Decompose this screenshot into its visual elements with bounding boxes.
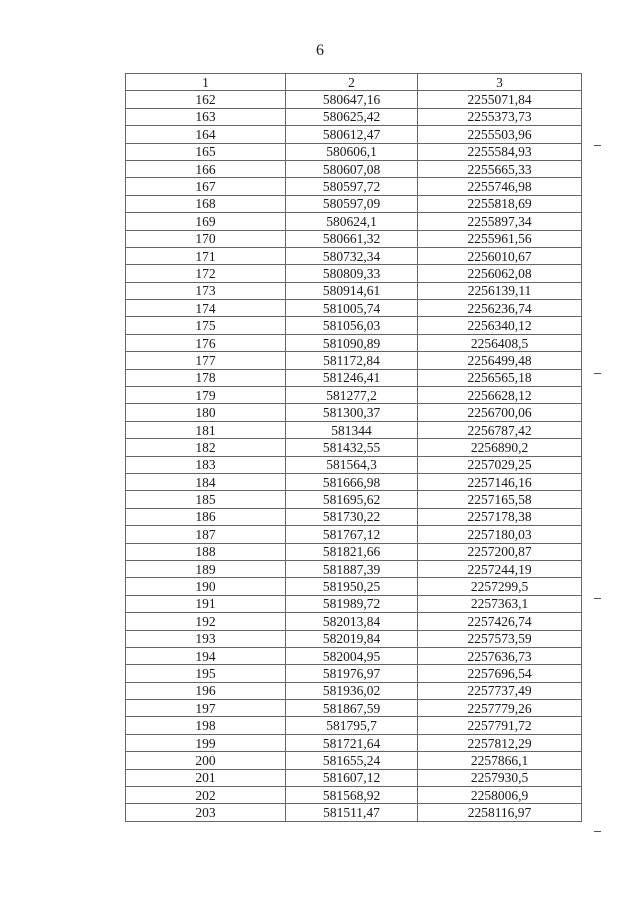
point-number-cell: 170	[126, 230, 286, 247]
table-row	[126, 769, 582, 786]
x-coordinate-cell: 581950,25	[286, 578, 418, 595]
x-coordinate-cell: 581511,47	[286, 804, 418, 821]
table-row	[126, 560, 582, 577]
table-row	[126, 717, 582, 734]
y-coordinate-cell: 2255503,96	[418, 126, 582, 143]
table-row	[126, 595, 582, 612]
table-row	[126, 334, 582, 351]
point-number-cell: 184	[126, 473, 286, 490]
x-coordinate-cell: 580625,42	[286, 108, 418, 125]
y-coordinate-cell: 2257200,87	[418, 543, 582, 560]
table-row	[126, 456, 582, 473]
y-coordinate-cell: 2257299,5	[418, 578, 582, 595]
point-number-cell: 195	[126, 665, 286, 682]
table-row	[126, 91, 582, 108]
point-number-cell: 199	[126, 734, 286, 751]
x-coordinate-cell: 580732,34	[286, 247, 418, 264]
point-number-cell: 189	[126, 560, 286, 577]
point-number-cell: 198	[126, 717, 286, 734]
x-coordinate-cell: 582004,95	[286, 647, 418, 664]
y-coordinate-cell: 2255897,34	[418, 213, 582, 230]
table-row	[126, 543, 582, 560]
x-coordinate-cell: 581607,12	[286, 769, 418, 786]
point-number-cell: 187	[126, 526, 286, 543]
x-coordinate-cell: 580624,1	[286, 213, 418, 230]
table-row	[126, 508, 582, 525]
page-number: 6	[316, 42, 324, 59]
x-coordinate-cell: 581300,37	[286, 404, 418, 421]
point-number-cell: 191	[126, 595, 286, 612]
x-coordinate-cell: 581795,7	[286, 717, 418, 734]
table-row	[126, 317, 582, 334]
x-coordinate-cell: 581246,41	[286, 369, 418, 386]
x-coordinate-cell: 580612,47	[286, 126, 418, 143]
y-coordinate-cell: 2256139,11	[418, 282, 582, 299]
point-number-cell: 196	[126, 682, 286, 699]
x-coordinate-cell: 582013,84	[286, 613, 418, 630]
x-coordinate-cell: 581976,97	[286, 665, 418, 682]
table-row	[126, 143, 582, 160]
table-row	[126, 734, 582, 751]
point-number-cell: 180	[126, 404, 286, 421]
y-coordinate-cell: 2255071,84	[418, 91, 582, 108]
point-number-cell: 197	[126, 700, 286, 717]
table-row	[126, 247, 582, 264]
y-coordinate-cell: 2256408,5	[418, 334, 582, 351]
point-number-cell: 192	[126, 613, 286, 630]
point-number-cell: 171	[126, 247, 286, 264]
y-coordinate-cell: 2256700,06	[418, 404, 582, 421]
coordinates-table	[125, 73, 582, 822]
x-coordinate-cell: 580661,32	[286, 230, 418, 247]
y-coordinate-cell: 2256628,12	[418, 387, 582, 404]
point-number-cell: 172	[126, 265, 286, 282]
margin-mark	[594, 598, 601, 599]
point-number-cell: 173	[126, 282, 286, 299]
y-coordinate-cell: 2256236,74	[418, 300, 582, 317]
x-coordinate-cell: 580597,09	[286, 195, 418, 212]
y-coordinate-cell: 2257812,29	[418, 734, 582, 751]
x-coordinate-cell: 581867,59	[286, 700, 418, 717]
x-coordinate-cell: 581564,3	[286, 456, 418, 473]
x-coordinate-cell: 581172,84	[286, 352, 418, 369]
y-coordinate-cell: 2257029,25	[418, 456, 582, 473]
table-row	[126, 108, 582, 125]
y-coordinate-cell: 2257180,03	[418, 526, 582, 543]
x-coordinate-cell: 581666,98	[286, 473, 418, 490]
point-number-cell: 188	[126, 543, 286, 560]
x-coordinate-cell: 581056,03	[286, 317, 418, 334]
y-coordinate-cell: 2257636,73	[418, 647, 582, 664]
x-coordinate-cell: 581989,72	[286, 595, 418, 612]
point-number-cell: 186	[126, 508, 286, 525]
x-coordinate-cell: 581936,02	[286, 682, 418, 699]
y-coordinate-cell: 2256010,67	[418, 247, 582, 264]
table-row	[126, 787, 582, 804]
y-coordinate-cell: 2257363,1	[418, 595, 582, 612]
point-number-cell: 193	[126, 630, 286, 647]
table-row	[126, 404, 582, 421]
point-number-cell: 183	[126, 456, 286, 473]
y-coordinate-cell: 2258006,9	[418, 787, 582, 804]
point-number-cell: 175	[126, 317, 286, 334]
table-header-row	[126, 74, 582, 91]
point-number-cell: 167	[126, 178, 286, 195]
y-coordinate-cell: 2256890,2	[418, 439, 582, 456]
x-coordinate-cell: 582019,84	[286, 630, 418, 647]
point-number-cell: 166	[126, 160, 286, 177]
y-coordinate-cell: 2255584,93	[418, 143, 582, 160]
x-coordinate-cell: 580647,16	[286, 91, 418, 108]
x-coordinate-cell: 580607,08	[286, 160, 418, 177]
point-number-cell: 200	[126, 752, 286, 769]
y-coordinate-cell: 2256340,12	[418, 317, 582, 334]
y-coordinate-cell: 2257737,49	[418, 682, 582, 699]
table-row	[126, 804, 582, 821]
point-number-cell: 182	[126, 439, 286, 456]
point-number-cell: 162	[126, 91, 286, 108]
table-row	[126, 700, 582, 717]
table-row	[126, 265, 582, 282]
y-coordinate-cell: 2257178,38	[418, 508, 582, 525]
point-number-cell: 168	[126, 195, 286, 212]
table-row	[126, 439, 582, 456]
point-number-cell: 179	[126, 387, 286, 404]
point-number-cell: 163	[126, 108, 286, 125]
column-header-point: 1	[126, 74, 286, 91]
y-coordinate-cell: 2255665,33	[418, 160, 582, 177]
x-coordinate-cell: 581432,55	[286, 439, 418, 456]
y-coordinate-cell: 2255373,73	[418, 108, 582, 125]
y-coordinate-cell: 2256565,18	[418, 369, 582, 386]
y-coordinate-cell: 2257791,72	[418, 717, 582, 734]
x-coordinate-cell: 580809,33	[286, 265, 418, 282]
x-coordinate-cell: 581568,92	[286, 787, 418, 804]
margin-mark	[594, 831, 601, 832]
table-row	[126, 665, 582, 682]
x-coordinate-cell: 581721,64	[286, 734, 418, 751]
x-coordinate-cell: 581730,22	[286, 508, 418, 525]
table-row	[126, 752, 582, 769]
table-row	[126, 613, 582, 630]
point-number-cell: 201	[126, 769, 286, 786]
point-number-cell: 176	[126, 334, 286, 351]
y-coordinate-cell: 2257165,58	[418, 491, 582, 508]
column-header-y: 3	[418, 74, 582, 91]
y-coordinate-cell: 2257779,26	[418, 700, 582, 717]
table-body	[126, 91, 582, 821]
point-number-cell: 194	[126, 647, 286, 664]
table-row	[126, 630, 582, 647]
table-row	[126, 195, 582, 212]
y-coordinate-cell: 2255746,98	[418, 178, 582, 195]
table-row	[126, 300, 582, 317]
point-number-cell: 203	[126, 804, 286, 821]
point-number-cell: 181	[126, 421, 286, 438]
y-coordinate-cell: 2258116,97	[418, 804, 582, 821]
y-coordinate-cell: 2257930,5	[418, 769, 582, 786]
y-coordinate-cell: 2256787,42	[418, 421, 582, 438]
point-number-cell: 185	[126, 491, 286, 508]
table-row	[126, 387, 582, 404]
x-coordinate-cell: 580914,61	[286, 282, 418, 299]
table-row	[126, 160, 582, 177]
point-number-cell: 190	[126, 578, 286, 595]
point-number-cell: 202	[126, 787, 286, 804]
point-number-cell: 177	[126, 352, 286, 369]
x-coordinate-cell: 581277,2	[286, 387, 418, 404]
table-row	[126, 352, 582, 369]
table-row	[126, 526, 582, 543]
x-coordinate-cell: 581344	[286, 421, 418, 438]
y-coordinate-cell: 2257146,16	[418, 473, 582, 490]
point-number-cell: 169	[126, 213, 286, 230]
table-row	[126, 473, 582, 490]
point-number-cell: 174	[126, 300, 286, 317]
margin-mark	[594, 145, 601, 146]
table-row	[126, 578, 582, 595]
table-row	[126, 682, 582, 699]
x-coordinate-cell: 581821,66	[286, 543, 418, 560]
y-coordinate-cell: 2257573,59	[418, 630, 582, 647]
point-number-cell: 165	[126, 143, 286, 160]
x-coordinate-cell: 581695,62	[286, 491, 418, 508]
table-row	[126, 369, 582, 386]
y-coordinate-cell: 2255818,69	[418, 195, 582, 212]
x-coordinate-cell: 581887,39	[286, 560, 418, 577]
table-row	[126, 126, 582, 143]
y-coordinate-cell: 2257696,54	[418, 665, 582, 682]
table-row	[126, 647, 582, 664]
y-coordinate-cell: 2256499,48	[418, 352, 582, 369]
table-row	[126, 491, 582, 508]
y-coordinate-cell: 2256062,08	[418, 265, 582, 282]
x-coordinate-cell: 581767,12	[286, 526, 418, 543]
table-row	[126, 421, 582, 438]
column-header-x: 2	[286, 74, 418, 91]
margin-mark	[594, 373, 601, 374]
point-number-cell: 164	[126, 126, 286, 143]
y-coordinate-cell: 2257244,19	[418, 560, 582, 577]
table-row	[126, 178, 582, 195]
x-coordinate-cell: 581005,74	[286, 300, 418, 317]
y-coordinate-cell: 2255961,56	[418, 230, 582, 247]
x-coordinate-cell: 580606,1	[286, 143, 418, 160]
x-coordinate-cell: 581655,24	[286, 752, 418, 769]
y-coordinate-cell: 2257426,74	[418, 613, 582, 630]
y-coordinate-cell: 2257866,1	[418, 752, 582, 769]
x-coordinate-cell: 580597,72	[286, 178, 418, 195]
table-row	[126, 230, 582, 247]
x-coordinate-cell: 581090,89	[286, 334, 418, 351]
table-row	[126, 213, 582, 230]
table-row	[126, 282, 582, 299]
point-number-cell: 178	[126, 369, 286, 386]
